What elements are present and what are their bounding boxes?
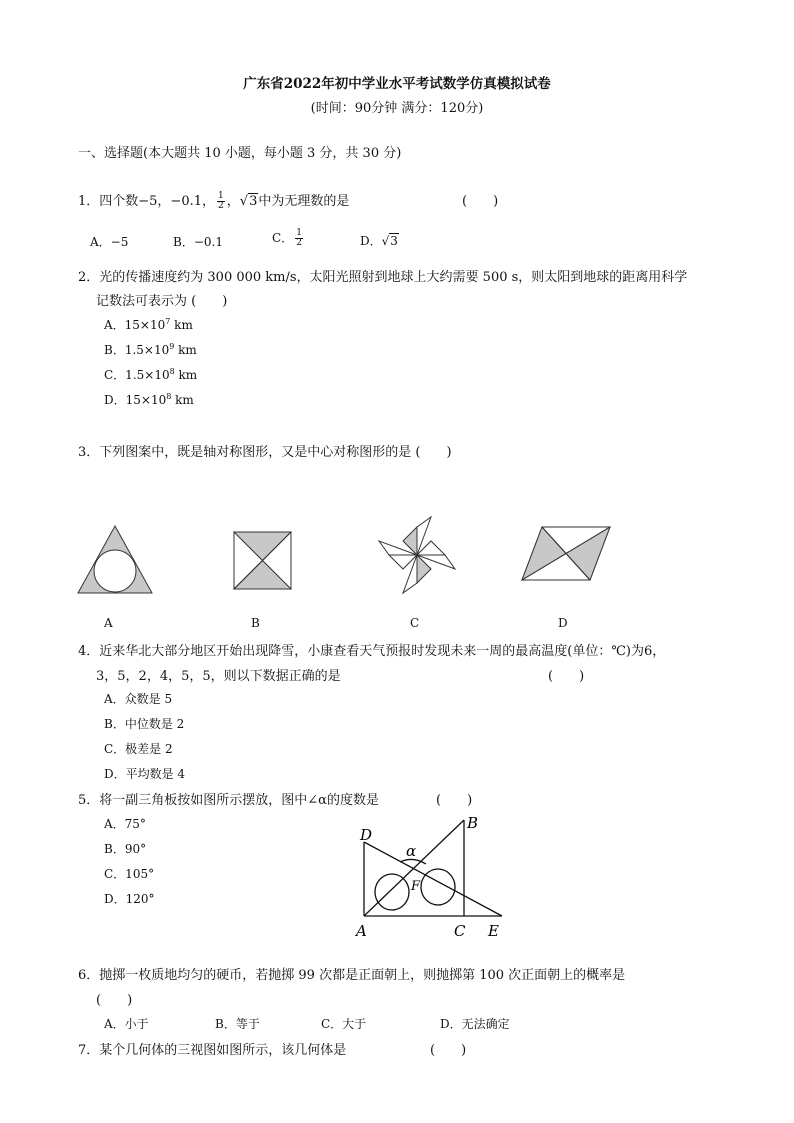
q4-bracket: ( ) (548, 669, 585, 684)
q6-stem-line2: ( ) (96, 993, 133, 1008)
q3-figure-d (520, 524, 614, 584)
q5-label-d: D (360, 826, 373, 844)
q3-label-c: C (410, 616, 420, 630)
q1-option-a: A．−5 (90, 235, 129, 249)
q2-b-exp: 9 (169, 342, 175, 351)
q1-option-c-den: 2 (296, 238, 302, 248)
q5-option-b: B．90° (104, 842, 147, 856)
q5-label-a: A (356, 922, 367, 940)
q3-figure-c (376, 514, 458, 596)
q5-left-hole (375, 874, 409, 910)
q5-figure (350, 812, 510, 944)
q2-a-exp: 7 (165, 317, 171, 326)
q5-option-c: C．105° (104, 867, 155, 881)
q7-bracket: ( ) (430, 1043, 467, 1058)
q6-option-a: A．小于 (104, 1017, 149, 1031)
q5-option-d: D．120° (104, 892, 155, 906)
q3-a-circle (94, 550, 136, 592)
q2-b-unit: km (174, 343, 197, 357)
q5-stem: 5．将一副三角板按如图所示摆放，图中∠α的度数是 (78, 793, 379, 808)
q1-text-a: 1．四个数−5，−0.1， (78, 194, 216, 209)
q2-option-c (104, 366, 197, 383)
section-heading: 一、选择题(本大题共 10 小题，每小题 3 分，共 30 分) (78, 146, 402, 161)
exam-title: 广东省2022年初中学业水平考试数学仿真模拟试卷 (243, 76, 551, 92)
q6-option-c: C．大于 (321, 1017, 367, 1031)
q5-label-alpha: α (406, 842, 417, 860)
q2-c-unit: km (174, 368, 198, 382)
q1-option-b: B．−0.1 (173, 235, 223, 249)
q1-option-d-val: 3 (390, 234, 398, 248)
q2-stem-line1: 2．光的传播速度约为 300 000 km/s，太阳光照射到地球上大约需要 500 s，则太阳到地球的距离用科学 (78, 270, 688, 285)
q7-stem: 7．某个几何体的三视图如图所示，该几何体是 (78, 1043, 347, 1058)
q5-label-b: B (467, 814, 479, 832)
q6-option-b: B．等于 (215, 1017, 260, 1031)
q1-frac-den: 2 (218, 201, 224, 211)
q2-a-unit: km (170, 318, 193, 332)
q1-option-c-label: C． (272, 231, 294, 245)
q2-d-unit: km (171, 393, 194, 407)
q1-text-c: 中为无理数的是 (258, 194, 350, 209)
q2-c-base: C．1.5×10 (104, 368, 170, 382)
q1-bracket: ( ) (462, 194, 499, 209)
q3-stem: 3．下列图案中，既是轴对称图形，又是中心对称图形的是 ( ) (78, 445, 452, 460)
q2-a-base: A．15×10 (104, 318, 166, 332)
q5-label-f: F (411, 879, 421, 894)
q1-sqrt-val: 3 (249, 194, 258, 209)
q3-label-a: A (104, 616, 113, 630)
q5-label-e: E (488, 922, 499, 940)
q1-option-c-num: 1 (296, 228, 302, 238)
q2-option-b (104, 341, 197, 358)
exam-subtitle: (时间：90分钟 满分：120分) (310, 101, 484, 116)
q1-option-d-sqrt-sym: √ (381, 234, 390, 248)
q6-stem-line1: 6．抛掷一枚质地均匀的硬币，若抛掷 99 次都是正面朝上，则抛掷第 100 次正面朝上的概率是 (78, 968, 626, 983)
q3-label-d: D (558, 616, 568, 630)
q4-option-d: D．平均数是 4 (104, 767, 186, 781)
q1-stem (78, 190, 349, 211)
q1-sqrt-sym: √ (239, 194, 249, 209)
q5-option-a: A．75° (104, 817, 146, 831)
q1-text-b: ， (226, 194, 240, 209)
q3-label-b: B (251, 616, 260, 630)
q3-figure-a (74, 522, 156, 596)
q2-option-d (104, 391, 194, 408)
q1-option-c (272, 229, 305, 248)
q2-b-base: B．1.5×10 (104, 343, 170, 357)
q4-option-b: B．中位数是 2 (104, 717, 185, 731)
q3-figure-b (232, 530, 294, 592)
q1-option-d-sqrt (382, 234, 399, 248)
q2-stem-line2: 记数法可表示为 ( ) (96, 294, 228, 309)
q1-option-d (360, 232, 399, 249)
q2-d-exp: 8 (166, 392, 172, 401)
q1-fraction (217, 192, 225, 211)
q5-right-hole (421, 869, 455, 905)
q4-stem-line1: 4．近来华北大部分地区开始出现降雪，小康查看天气预报时发现未来一周的最高温度(单位：℃)为6， (78, 644, 666, 659)
q5-bracket: ( ) (436, 793, 473, 808)
q1-frac-num: 1 (218, 191, 224, 201)
q5-label-c: C (454, 922, 466, 940)
q2-d-base: D．15×10 (104, 393, 167, 407)
q6-option-d: D．无法确定 (440, 1017, 510, 1031)
q2-option-a (104, 316, 193, 333)
q1-sqrt (240, 194, 259, 209)
q4-stem-line2: 3，5，2，4，5，5，则以下数据正确的是 (96, 669, 341, 684)
q2-c-exp: 8 (169, 367, 175, 376)
q4-option-c: C．极差是 2 (104, 742, 173, 756)
q1-option-c-fraction (295, 229, 303, 248)
q1-option-d-label: D． (360, 234, 382, 248)
q4-option-a: A．众数是 5 (104, 692, 173, 706)
